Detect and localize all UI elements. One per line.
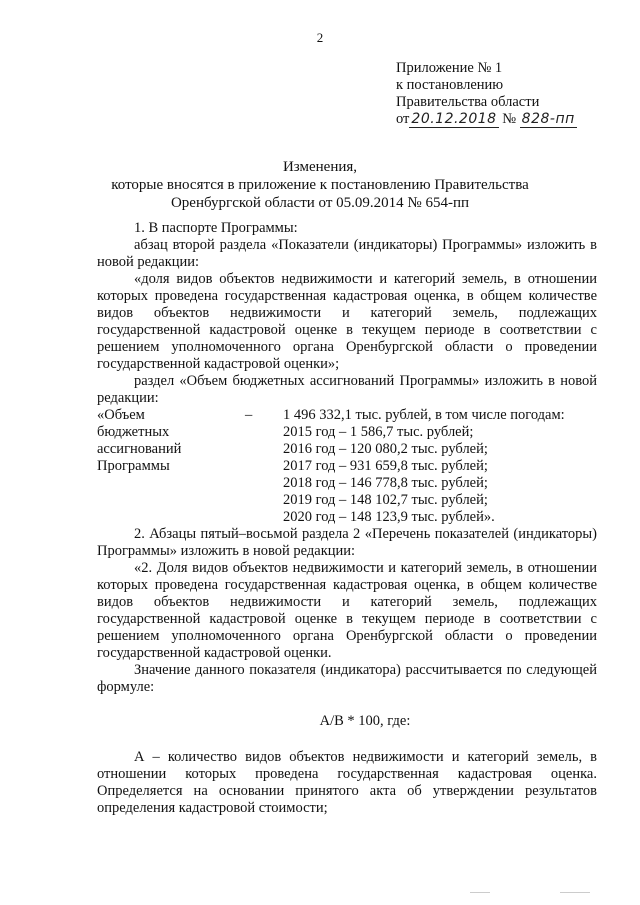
title-line-1: Изменения, bbox=[282, 159, 358, 175]
funding-year: 2016 год – 120 080,2 тыс. рублей; bbox=[283, 441, 488, 457]
section1-para1: абзац второй раздела «Показатели (индикаторы) Программы» изложить в новой редакции: bbox=[97, 237, 597, 270]
funding-label bbox=[97, 407, 245, 526]
appendix-date-line bbox=[396, 111, 626, 128]
funding-row bbox=[97, 407, 597, 526]
title-line-3: Оренбургской области от 05.09.2014 № 654-пп bbox=[170, 195, 470, 211]
funding-total: 1 496 332,1 тыс. рублей, в том числе погодам: bbox=[283, 407, 565, 423]
section1-para2: раздел «Объем бюджетных ассигнований Программы» изложить в новой редакции: bbox=[97, 373, 597, 406]
appendix-line-2: к постановлению bbox=[396, 77, 504, 93]
number-sign: № bbox=[502, 111, 517, 127]
page-number: 2 bbox=[316, 30, 324, 45]
formula: А/В * 100, где: bbox=[319, 713, 411, 729]
handwritten-date: 20.12.2018 bbox=[411, 111, 497, 127]
funding-year: 2018 год – 146 778,8 тыс. рублей; bbox=[283, 475, 488, 491]
funding-label-line: бюджетных bbox=[97, 424, 170, 440]
appendix-block bbox=[396, 60, 626, 128]
funding-table bbox=[97, 407, 597, 526]
funding-label-line: Программы bbox=[97, 458, 170, 474]
appendix-line-1: Приложение № 1 bbox=[396, 60, 503, 76]
funding-year: 2019 год – 148 102,7 тыс. рублей; bbox=[283, 492, 488, 508]
section1-quote: «доля видов объектов недвижимости и категорий земель, в отношении которых проведена государственная кадастровая оценка, в общем количестве видов объектов недвижимости и категорий земель, подлежащих государственной кадастровой оценке в текущем периоде в соответствии с решением уполномоченного органа Оренбургской области о проведении государственной кадастровой оценки»; bbox=[97, 271, 597, 372]
funding-values bbox=[283, 407, 597, 526]
scan-artifact bbox=[470, 891, 590, 894]
funding-label-line: ассигнований bbox=[97, 441, 182, 457]
section2-a-definition: А – количество видов объектов недвижимости и категорий земель, в отношении которых проведена государственная кадастровая оценка. Определяется на основании принятого акта об утверждении результатов определения кадастровой стоимости; bbox=[97, 749, 597, 816]
section2-heading: 2. Абзацы пятый–восьмой раздела 2 «Перечень показателей (индикаторы) Программы» изложить в новой редакции: bbox=[97, 526, 597, 559]
document-title bbox=[90, 158, 550, 212]
handwritten-number: 828-пп bbox=[521, 111, 575, 127]
section2-quote: «2. Доля видов объектов недвижимости и категорий земель, в отношении которых проведена государственная кадастровая оценка, в общем количестве видов объектов недвижимости и категорий земель, подлежащих государственной кадастровой оценке в текущем периоде в соответствии с решением уполномоченного органа Оренбургской области о проведении государственной кадастровой оценки. bbox=[97, 560, 597, 661]
date-prefix: от bbox=[396, 111, 410, 127]
funding-year: 2020 год – 148 123,9 тыс. рублей». bbox=[283, 509, 495, 525]
funding-dash: – bbox=[245, 407, 253, 423]
funding-year: 2015 год – 1 586,7 тыс. рублей; bbox=[283, 424, 474, 440]
funding-year: 2017 год – 931 659,8 тыс. рублей; bbox=[283, 458, 488, 474]
appendix-line-3: Правительства области bbox=[396, 94, 540, 110]
section2-value-text: Значение данного показателя (индикатора) рассчитывается по следующей формуле: bbox=[97, 662, 597, 695]
section1-heading: 1. В паспорте Программы: bbox=[134, 220, 298, 236]
title-line-2: которые вносятся в приложение к постановлению Правительства bbox=[111, 177, 529, 193]
funding-label-line: «Объем bbox=[97, 407, 145, 423]
document-body bbox=[97, 220, 597, 817]
